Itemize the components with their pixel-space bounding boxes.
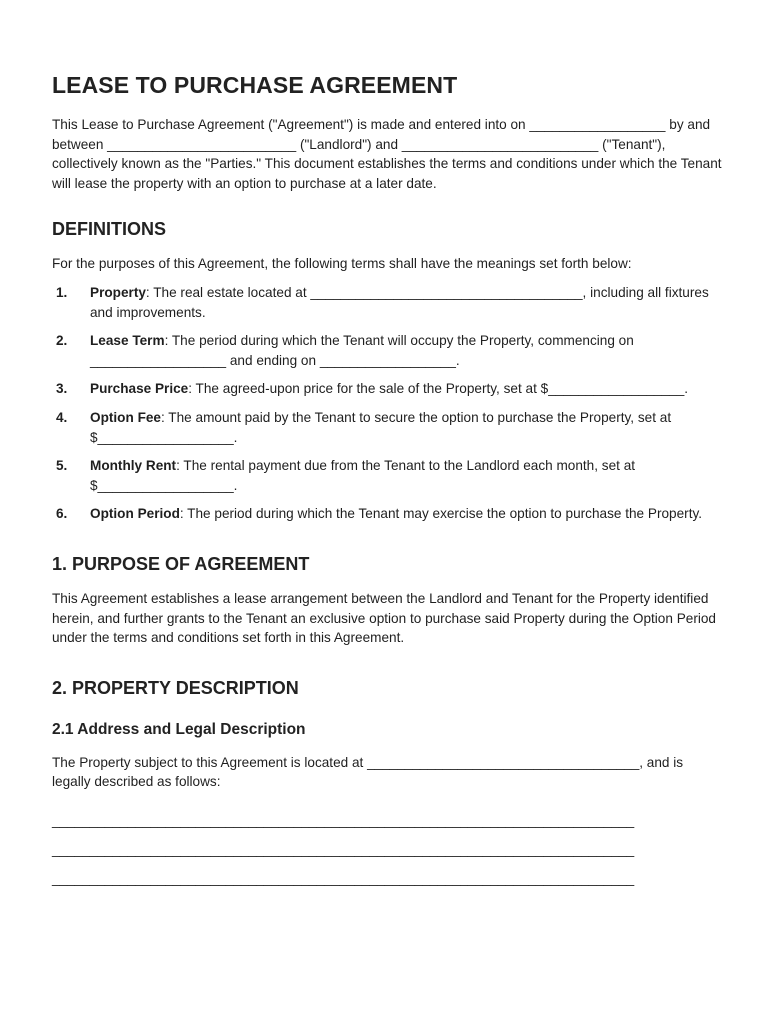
definition-item	[52, 456, 722, 495]
definition-number: 2.	[56, 333, 68, 349]
definitions-lead: For the purposes of this Agreement, the following terms shall have the meanings set forth below:	[52, 256, 632, 272]
definition-item	[52, 408, 722, 447]
document-body	[52, 72, 722, 893]
definition-term: Option Period	[90, 506, 180, 522]
definition-number: 3.	[56, 381, 68, 397]
definition-number: 6.	[56, 506, 68, 522]
property-heading: 2. PROPERTY DESCRIPTION	[52, 677, 299, 698]
definitions-heading: DEFINITIONS	[52, 219, 167, 240]
definition-term: Property	[90, 284, 146, 300]
purpose-heading: 1. PURPOSE OF AGREEMENT	[52, 553, 310, 574]
purpose-paragraph: This Agreement establishes a lease arrangement between the Landlord and Tenant for the Property identified herein, and further grants to the Tenant an exclusive option to purchase said Property during the Option Period under the terms and conditions set forth in this Agreement.	[52, 590, 716, 646]
legal-description-lines	[52, 806, 722, 893]
document-title: LEASE TO PURCHASE AGREEMENT	[52, 72, 458, 98]
property-subheading: 2.1 Address and Legal Description	[52, 720, 306, 738]
definition-item	[52, 331, 722, 370]
definition-term: Option Fee	[90, 409, 161, 425]
definition-text: : The amount paid by the Tenant to secure the option to purchase the Property, set at $__________________.	[90, 409, 672, 445]
definition-number: 5.	[56, 458, 68, 474]
property-paragraph: The Property subject to this Agreement is located at ____________________________________, and is legally described as follows:	[52, 754, 684, 790]
intro-paragraph: This Lease to Purchase Agreement ("Agreement") is made and entered into on __________________ by and between _________________________ ("Landlord") and __________________________ ("Tenant"), collectively known as the "Parties." This document establishes the terms and conditions under which the Tenant will lease the property with an option to purchase at a later date.	[52, 117, 722, 191]
definition-text: : The rental payment due from the Tenant to the Landlord each month, set at $__________________.	[90, 458, 636, 493]
definition-term: Monthly Rent	[90, 458, 177, 474]
definition-text: : The period during which the Tenant may exercise the option to purchase the Property.	[179, 506, 703, 522]
definition-item	[52, 504, 722, 524]
definition-number: 4.	[56, 409, 68, 425]
definition-text: : The real estate located at ____________________________________, including all fixtures and improvements.	[90, 284, 709, 320]
definition-item	[52, 283, 722, 322]
blank-line: _____________________________________________________________________________	[52, 870, 635, 886]
definition-number: 1.	[56, 284, 68, 300]
definitions-list	[52, 283, 722, 524]
definition-text: : The agreed-upon price for the sale of the Property, set at $__________________.	[188, 381, 689, 397]
definition-term: Lease Term	[90, 333, 165, 349]
blank-line: _____________________________________________________________________________	[52, 841, 635, 857]
definition-item	[52, 379, 722, 399]
definition-text: : The period during which the Tenant will occupy the Property, commencing on __________________ and ending on __________________.	[90, 333, 634, 368]
blank-line: _____________________________________________________________________________	[52, 812, 635, 828]
definition-term: Purchase Price	[90, 381, 189, 397]
